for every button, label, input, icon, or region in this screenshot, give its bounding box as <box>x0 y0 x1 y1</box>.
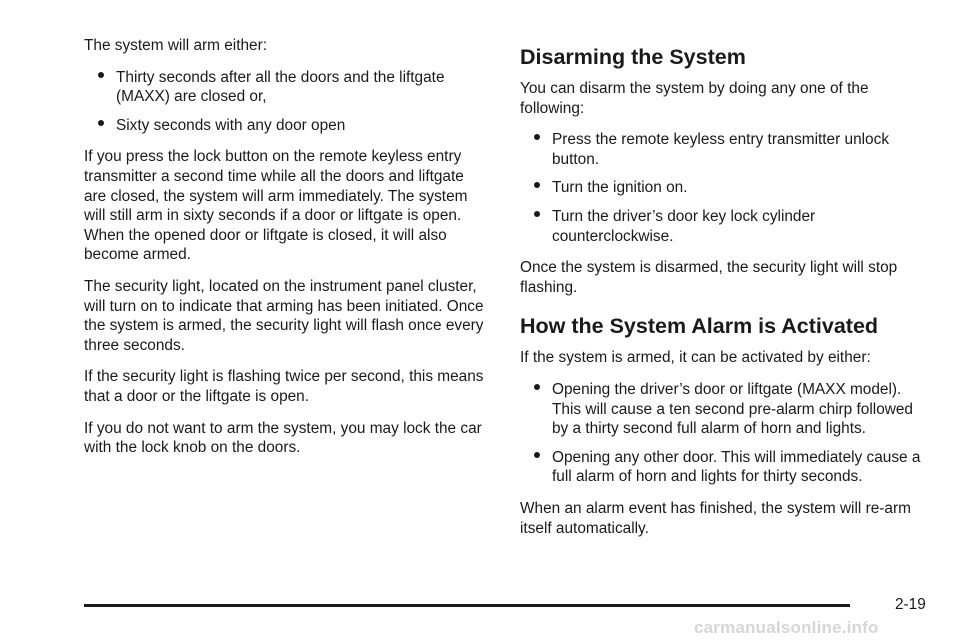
bullet-icon <box>534 384 540 390</box>
bullet-icon <box>534 211 540 217</box>
list-item-text: Turn the driver’s door key lock cylinder counterclockwise. <box>552 207 816 245</box>
list-item <box>84 68 488 107</box>
list-item-text: Sixty seconds with any door open <box>116 116 346 134</box>
watermark: carmanualsonline.info <box>694 618 879 637</box>
list-item-text: Turn the ignition on. <box>552 179 688 197</box>
bullet-icon <box>534 452 540 458</box>
flashing-paragraph: If the security light is flashing twice per second, this means that a door or the liftgate is open. <box>84 368 484 405</box>
security-light-paragraph: The security light, located on the instrument panel cluster, will turn on to indicate that arming has been initiated. Once the system is armed, the security light will flash once every three seconds. <box>84 277 484 354</box>
bullet-icon <box>98 120 104 126</box>
left-column <box>84 36 488 470</box>
list-item <box>520 380 924 439</box>
page-number: 2-19 <box>895 596 926 613</box>
lock-knob-paragraph: If you do not want to arm the system, you may lock the car with the lock knob on the doors. <box>84 419 482 457</box>
arming-intro: The system will arm either: <box>84 37 268 54</box>
alarm-triggers-list <box>520 380 924 487</box>
list-item <box>84 116 488 136</box>
bullet-icon <box>534 182 540 188</box>
list-item-text: Opening the driver’s door or liftgate (MAXX model). This will cause a ten second pre-alarm chirp followed by a thirty second full alarm of horn and lights. <box>552 380 913 438</box>
disarming-heading: Disarming the System <box>520 45 746 69</box>
disarmed-paragraph: Once the system is disarmed, the security light will stop flashing. <box>520 259 898 296</box>
disarming-methods-list <box>520 130 924 246</box>
bullet-icon <box>98 72 104 78</box>
bullet-icon <box>534 134 540 140</box>
arming-conditions-list <box>84 68 488 136</box>
list-item <box>520 178 924 198</box>
list-item <box>520 448 924 487</box>
alarm-heading: How the System Alarm is Activated <box>520 314 879 339</box>
list-item <box>520 207 924 246</box>
alarm-intro: If the system is armed, it can be activated by either: <box>520 349 871 367</box>
list-item-text: Opening any other door. This will immediately cause a full alarm of horn and lights for thirty seconds. <box>552 448 921 486</box>
list-item-text: Thirty seconds after all the doors and the liftgate (MAXX) are closed or, <box>116 68 445 106</box>
disarming-intro: You can disarm the system by doing any one of the following: <box>520 80 869 117</box>
list-item <box>520 130 924 169</box>
rearm-paragraph: When an alarm event has finished, the system will re-arm itself automatically. <box>520 499 911 537</box>
list-item-text: Press the remote keyless entry transmitter unlock button. <box>552 131 890 168</box>
footer-rule <box>84 604 850 607</box>
right-column <box>520 44 924 550</box>
lock-button-paragraph: If you press the lock button on the remote keyless entry transmitter a second time while all the doors and liftgate are closed, the system will arm immediately. The system will still arm in sixty seconds if a door or liftgate is open. When the opened door or liftgate is closed, it will also become armed. <box>84 148 468 264</box>
